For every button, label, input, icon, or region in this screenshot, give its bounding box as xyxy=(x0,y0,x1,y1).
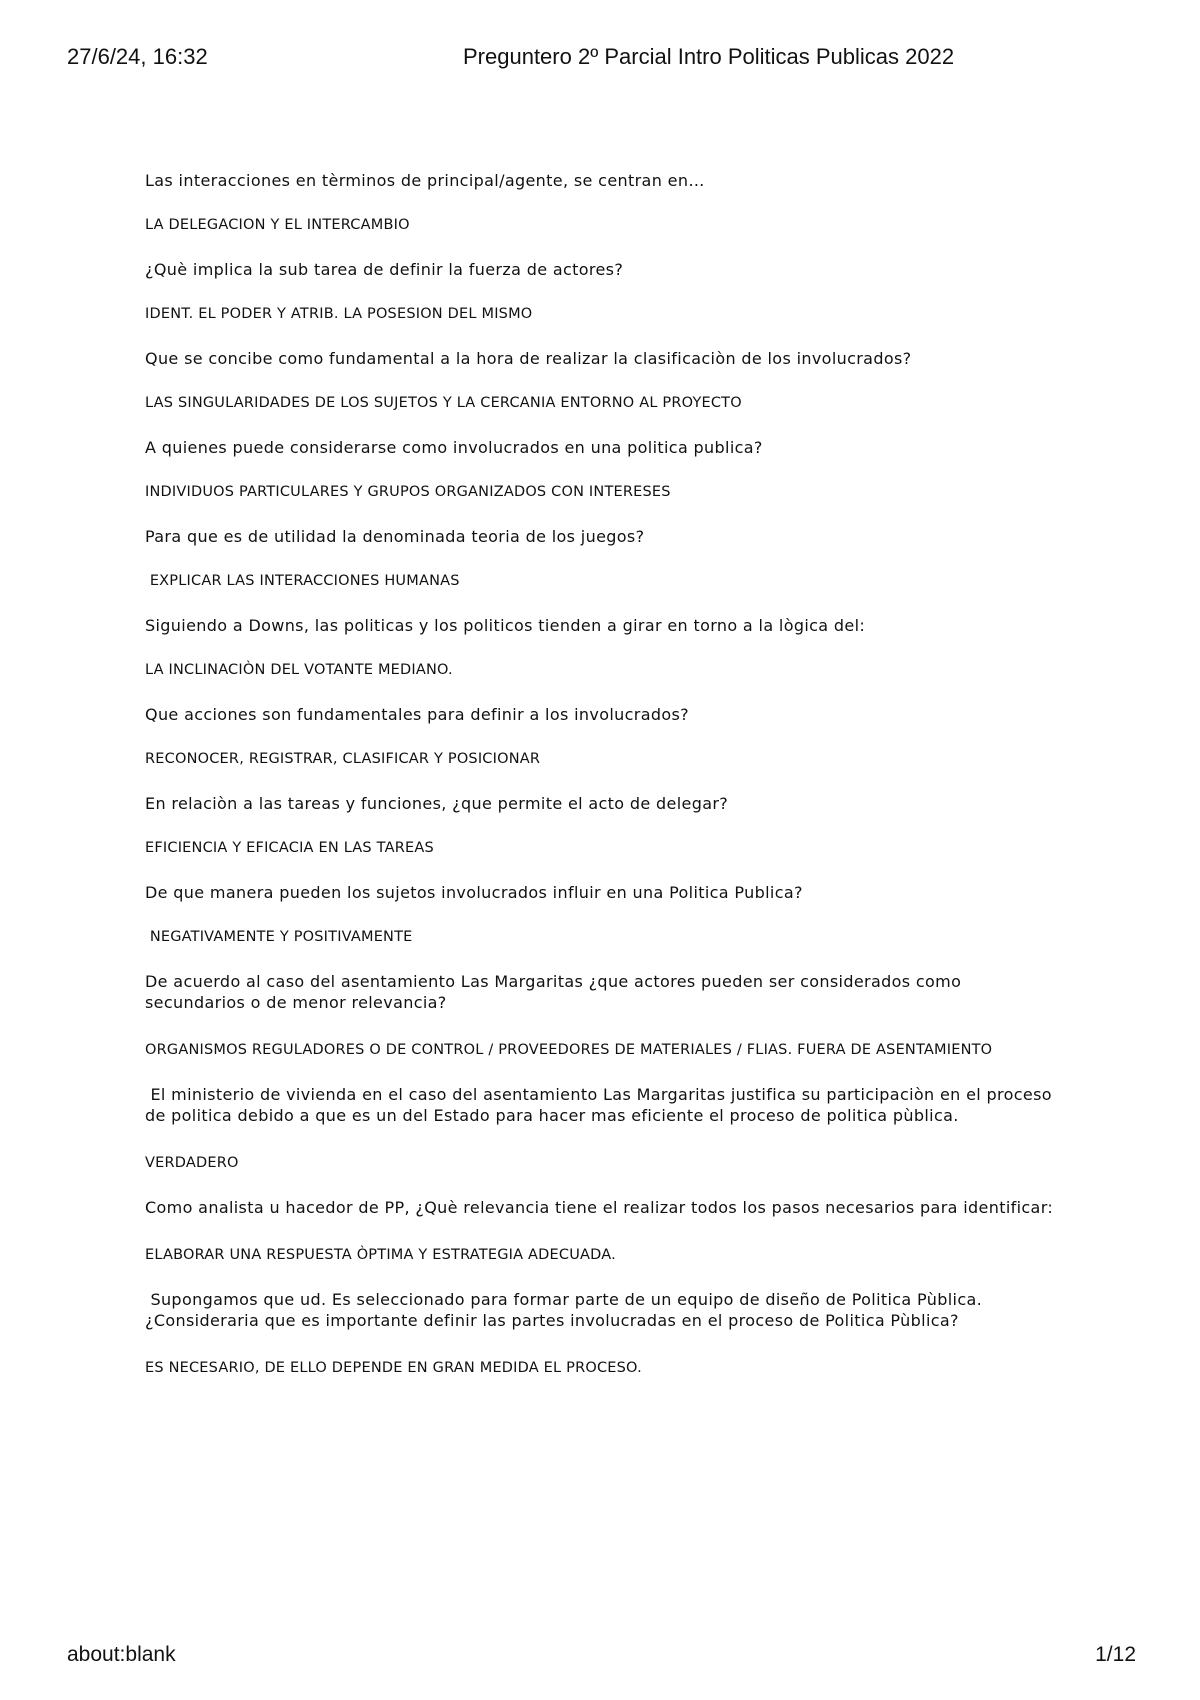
answer-13: ES NECESARIO, DE ELLO DEPENDE EN GRAN MEDIDA EL PROCESO. xyxy=(145,1360,642,1376)
question-3: Que se concibe como fundamental a la hora de realizar la clasificaciòn de los involucrados? xyxy=(145,349,912,368)
answer-7: RECONOCER, REGISTRAR, CLASIFICAR Y POSICIONAR xyxy=(145,751,541,767)
page-footer-page-number: 1/12 xyxy=(1095,1643,1136,1666)
page-footer-url: about:blank xyxy=(67,1643,176,1666)
page-header-date: 27/6/24, 16:32 xyxy=(67,44,208,69)
question-9: De que manera pueden los sujetos involucrados influir en una Politica Publica? xyxy=(145,883,803,902)
question-8: En relaciòn a las tareas y funciones, ¿que permite el acto de delegar? xyxy=(145,794,729,813)
question-4: A quienes puede considerarse como involucrados en una politica publica? xyxy=(145,438,763,457)
question-11: El ministerio de vivienda en el caso del asentamiento Las Margaritas justifica su participaciòn en el proceso de politica debido a que es un del Estado para hacer mas eficiente el proceso de politica pùblica. xyxy=(145,1085,1058,1125)
question-10: De acuerdo al caso del asentamiento Las Margaritas ¿que actores pueden ser considerados como secundarios o de menor relevancia? xyxy=(145,972,967,1012)
answer-8: EFICIENCIA Y EFICACIA EN LAS TAREAS xyxy=(145,840,434,856)
answer-11: VERDADERO xyxy=(145,1155,239,1171)
page-header-title: Preguntero 2º Parcial Intro Politicas Publicas 2022 xyxy=(463,44,955,69)
answer-4: INDIVIDUOS PARTICULARES Y GRUPOS ORGANIZADOS CON INTERESES xyxy=(145,484,671,500)
answer-1: LA DELEGACION Y EL INTERCAMBIO xyxy=(145,217,410,233)
answer-6: LA INCLINACIÒN DEL VOTANTE MEDIANO. xyxy=(145,662,453,678)
question-13: Supongamos que ud. Es seleccionado para formar parte de un equipo de diseño de Politica Pùblica. ¿Consideraria que es importante definir las partes involucradas en el proceso de Politica Pùblica? xyxy=(145,1290,988,1330)
answer-5: EXPLICAR LAS INTERACCIONES HUMANAS xyxy=(145,573,460,589)
question-2: ¿Què implica la sub tarea de definir la fuerza de actores? xyxy=(145,260,624,279)
question-7: Que acciones son fundamentales para definir a los involucrados? xyxy=(145,705,690,724)
answer-9: NEGATIVAMENTE Y POSITIVAMENTE xyxy=(145,929,413,945)
question-list xyxy=(145,170,1065,1402)
question-5: Para que es de utilidad la denominada teoria de los juegos? xyxy=(145,527,645,546)
question-6: Siguiendo a Downs, las politicas y los politicos tienden a girar en torno a la lògica del: xyxy=(145,616,866,635)
answer-2: IDENT. EL PODER Y ATRIB. LA POSESION DEL MISMO xyxy=(145,306,533,322)
answer-12: ELABORAR UNA RESPUESTA ÒPTIMA Y ESTRATEGIA ADECUADA. xyxy=(145,1247,616,1263)
question-12: Como analista u hacedor de PP, ¿Què relevancia tiene el realizar todos los pasos necesarios para identificar: xyxy=(145,1198,1054,1217)
answer-3: LAS SINGULARIDADES DE LOS SUJETOS Y LA CERCANIA ENTORNO AL PROYECTO xyxy=(145,395,742,411)
question-1: Las interacciones en tèrminos de principal/agente, se centran en… xyxy=(145,171,705,190)
answer-10: ORGANISMOS REGULADORES O DE CONTROL / PROVEEDORES DE MATERIALES / FLIAS. FUERA DE ASENTAMIENTO xyxy=(145,1042,993,1058)
